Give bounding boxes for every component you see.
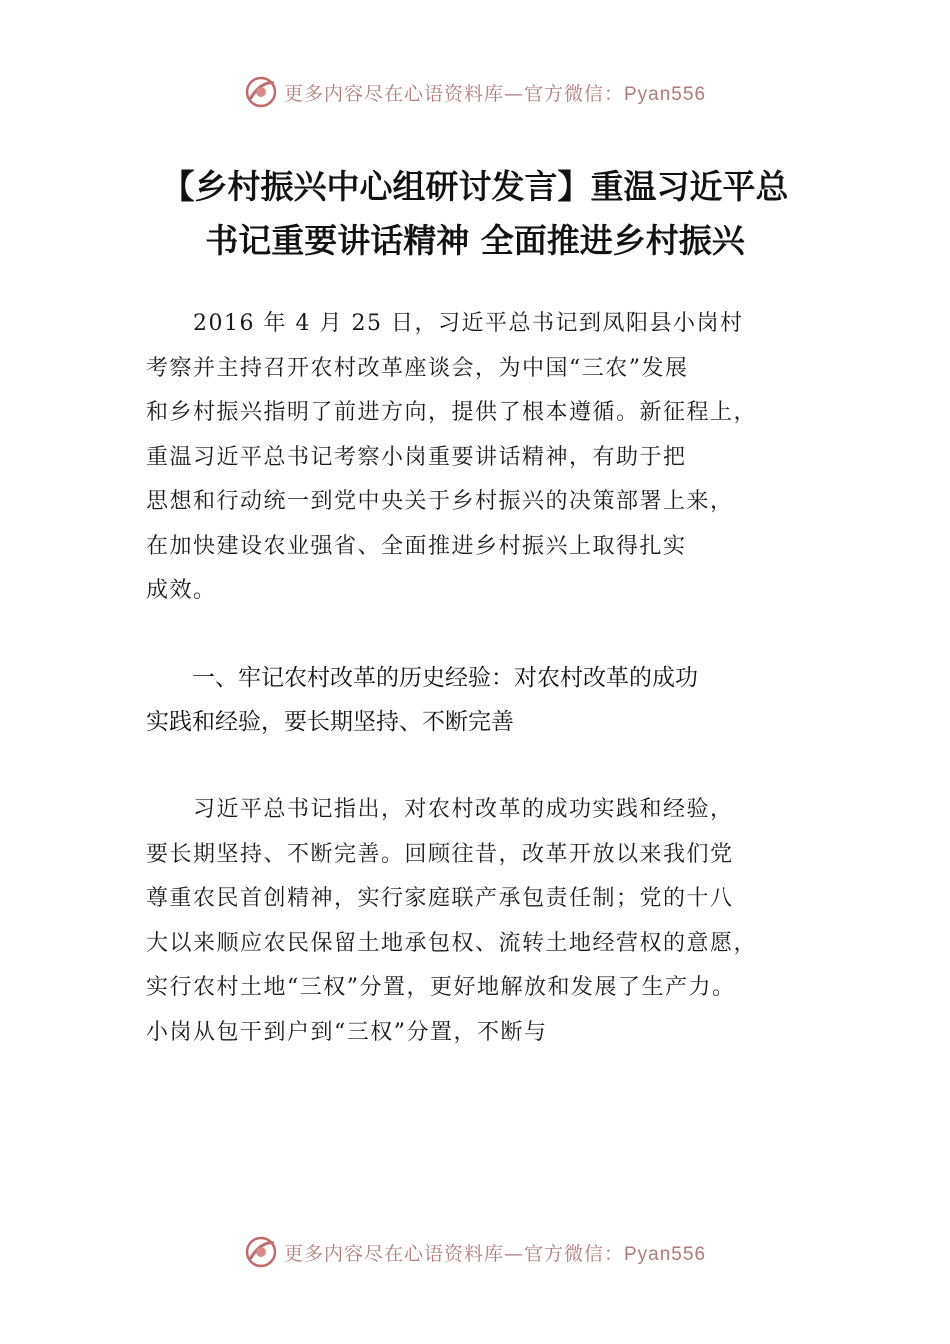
section-heading-1 [146,656,846,744]
header-watermark [0,72,950,112]
paragraph-section-1 [146,788,836,1055]
brand-logo-icon [244,75,278,109]
watermark-text: 更多内容尽在心语资料库—官方微信： [283,1242,624,1265]
watermark-wechat-id: Pyan556 [624,83,707,105]
heading-line: 实践和经验，要长期坚持、不断完善 [146,709,514,735]
paragraph-line: 习近平总书记指出，对农村改革的成功实践和经验， [146,797,734,822]
paragraph-line: 尊重农民首创精神，实行家庭联产承包责任制；党的十八 [146,886,734,911]
document-title [0,160,950,268]
watermark-wechat-id: Pyan556 [624,1243,707,1265]
heading-line: 一、牢记农村改革的历史经验：对农村改革的成功 [146,665,698,691]
title-line-2: 书记重要讲话精神 全面推进乡村振兴 [205,221,745,260]
paragraph-line: 在加快建设农业强省、全面推进乡村振兴上取得扎实 [146,533,687,559]
paragraph-line: 考察并主持召开农村改革座谈会，为中国“三农”发展 [146,355,689,381]
paragraph-line: 大以来顺应农民保留土地承包权、流转土地经营权的意愿， [146,930,758,956]
paragraph-intro [146,302,836,614]
watermark-text: 更多内容尽在心语资料库—官方微信： [283,82,624,105]
brand-logo-icon [244,1235,278,1269]
paragraph-line: 思想和行动统一到党中央关于乡村振兴的决策部署上来， [146,489,734,514]
paragraph-line: 2016 年 4 月 25 日，习近平总书记到凤阳县小岗村 [146,311,744,336]
paragraph-line: 成效。 [146,578,217,603]
paragraph-line: 要长期坚持、不断完善。回顾往昔，改革开放以来我们党 [146,841,734,867]
footer-watermark [0,1232,950,1272]
title-line-1: 【乡村振兴中心组研讨发言】重温习近平总 [161,167,789,206]
paragraph-line: 和乡村振兴指明了前进方向，提供了根本遵循。新征程上， [146,400,758,425]
paragraph-line: 实行农村土地“三权”分置，更好地解放和发展了生产力。 [146,975,736,1000]
paragraph-line: 小岗从包干到户到“三权”分置，不断与 [146,1019,548,1045]
paragraph-line: 重温习近平总书记考察小岗重要讲话精神，有助于把 [146,444,687,470]
